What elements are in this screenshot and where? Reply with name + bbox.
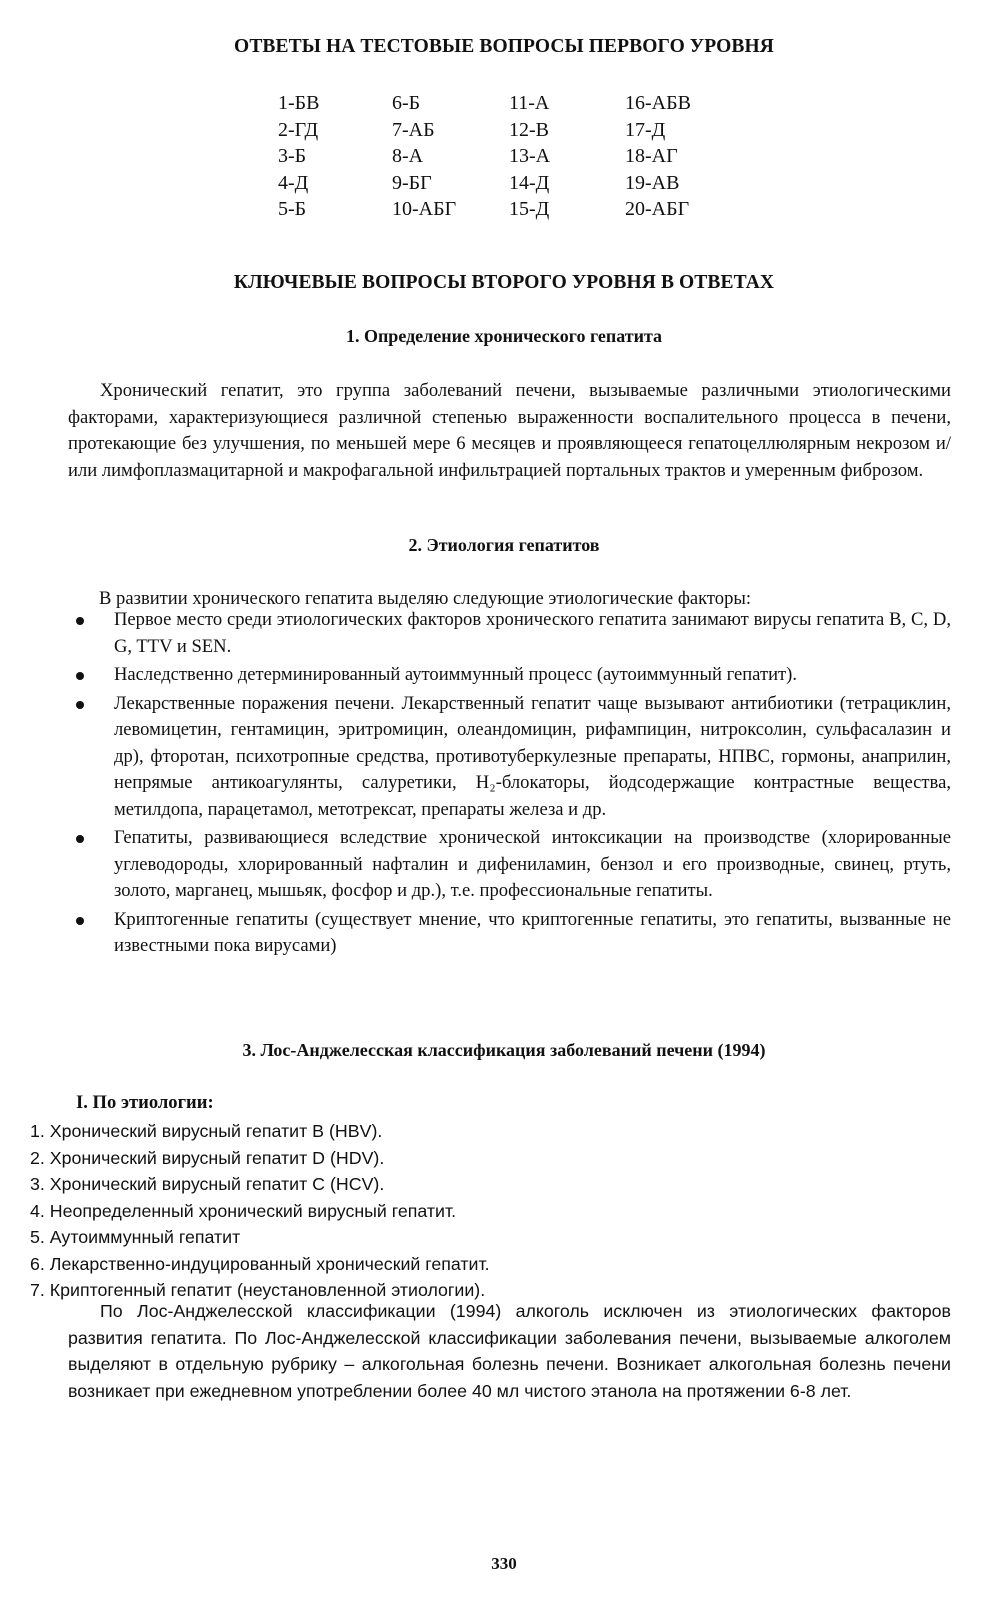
answers-table <box>0 90 1008 230</box>
section-3-title: 3. Лос-Анджелесская классификация заболеваний печени (1994) <box>242 1040 766 1060</box>
list-item-text: Первое место среди этиологических факторов хронического гепатита занимают вирусы гепатита B, C, D, G, TTV и SEN. <box>114 609 951 657</box>
list-item: 5. Аутоиммунный гепатит <box>30 1227 241 1247</box>
answer-cell: 18-АГ <box>625 145 678 167</box>
page-number: 330 <box>491 1554 517 1573</box>
list-item: 6. Лекарственно-индуцированный хронический гепатит. <box>30 1253 490 1274</box>
list-item <box>0 907 1008 960</box>
key-questions-heading: КЛЮЧЕВЫЕ ВОПРОСЫ ВТОРОГО УРОВНЯ В ОТВЕТАХ <box>233 272 775 293</box>
section-3-subtitle: I. По этиологии: <box>76 1092 214 1113</box>
answer-cell: 10-АБГ <box>392 198 457 220</box>
list-item: 2. Хронический вирусный гепатит D (HDV). <box>30 1147 385 1168</box>
answers-heading: ОТВЕТЫ НА ТЕСТОВЫЕ ВОПРОСЫ ПЕРВОГО УРОВНЯ <box>234 36 774 57</box>
bullet-icon <box>76 701 84 709</box>
answer-cell: 1-БВ <box>278 92 320 114</box>
answer-cell: 13-А <box>509 145 551 167</box>
answers-column-1 <box>278 90 319 223</box>
answer-cell: 2-ГД <box>278 118 319 141</box>
section-2-intro: В развитии хронического гепатита выделяю следующие этиологические факторы: <box>99 588 752 609</box>
list-item: 4. Неопределенный хронический вирусный гепатит. <box>30 1200 457 1221</box>
answer-cell: 19-АВ <box>625 171 680 194</box>
answers-column-3 <box>509 90 550 223</box>
answer-cell: 8-А <box>392 145 424 167</box>
list-item <box>0 662 1008 689</box>
answer-cell: 17-Д <box>625 118 666 141</box>
section-1-text: Хронический гепатит, это группа заболеваний печени, вызываемые различными этиологическими факторами, характеризующиеся различной степенью выраженности воспалительного процесса в печени, протекающие без улучшения, по меньшей мере 6 месяцев и проявляющееся гепатоцеллюлярным некрозом и/или лимфоплазмацитарной и макрофагальной инфильтрацией портальных трактов и умеренным фиброзом. <box>68 380 951 481</box>
answer-cell: 3-Б <box>278 145 307 167</box>
list-item-text: Лекарственные поражения печени. Лекарственный гепатит чаще вызывают антибиотики (тетрациклин, левомицетин, гентамицин, эритромицин, олеандомицин, рифампицин, нитроксолин, сульфасалазин и др), фторотан, психотропные средства, противотуберкулезные препараты, НПВС, гормоны, анаприлин, непрямые антикоагулянты, салуретики, H₂-блокаторы, йодсодержащие контрастные вещества, метилдопа, парацетамол, метотрексат, препараты железа и др. <box>114 692 951 820</box>
answer-cell: 7-АБ <box>392 118 435 141</box>
answer-cell: 11-А <box>509 92 550 114</box>
list-item: 1. Хронический вирусный гепатит В (HBV). <box>30 1121 383 1141</box>
list-item <box>0 607 1008 660</box>
bullet-icon <box>76 672 84 680</box>
bullet-icon <box>76 917 84 925</box>
list-item-text: Криптогенные гепатиты (существует мнение, что криптогенные гепатиты, это гепатиты, вызванные не известными пока вирусами) <box>114 908 951 956</box>
section-3-text: По Лос-Анджелесской классификации (1994) алкоголь исключен из этиологических факторов развития гепатита. По Лос-Анджелесской классификации заболевания печени, вызываемые алкоголем выделяют в отдельную рубрику – алкогольная болезнь печени. Возникает алкогольная болезнь печени возникает при ежедневном употреблении более 40 мл чистого этанола на протяжении 6-8 лет. <box>68 1301 951 1401</box>
answers-column-2 <box>392 90 456 223</box>
etiology-list <box>0 607 1008 960</box>
answer-cell: 14-Д <box>509 171 550 194</box>
list-item <box>0 825 1008 905</box>
answer-cell: 4-Д <box>278 171 309 194</box>
answer-cell: 20-АБГ <box>625 198 690 220</box>
answer-cell: 16-АБВ <box>625 92 691 114</box>
bullet-icon <box>76 835 84 843</box>
list-item <box>0 691 1008 824</box>
answer-cell: 12-В <box>509 118 549 141</box>
answer-cell: 5-Б <box>278 198 307 220</box>
section-2-title: 2. Этиология гепатитов <box>408 535 600 555</box>
section-1-title: 1. Определение хронического гепатита <box>345 326 663 346</box>
classification-list <box>30 1118 490 1304</box>
answer-cell: 15-Д <box>509 198 550 220</box>
answer-cell: 9-БГ <box>392 171 432 194</box>
list-item-text: Наследственно детерминированный аутоиммунный процесс (аутоиммунный гепатит). <box>114 664 797 685</box>
answers-column-4 <box>625 90 691 223</box>
list-item: 7. Криптогенный гепатит (неустановленной этиологии). <box>30 1280 486 1300</box>
answer-cell: 6-Б <box>392 92 421 114</box>
list-item: 3. Хронический вирусный гепатит С (HCV). <box>30 1174 385 1194</box>
list-item-text: Гепатиты, развивающиеся вследствие хронической интоксикации на производстве (хлорированные углеводороды, хлорированный нафталин и дифениламин, бензол и его производные, свинец, ртуть, золото, марганец, мышьяк, фосфор и др.), т.е. профессиональные гепатиты. <box>114 827 951 901</box>
bullet-icon <box>76 617 84 625</box>
